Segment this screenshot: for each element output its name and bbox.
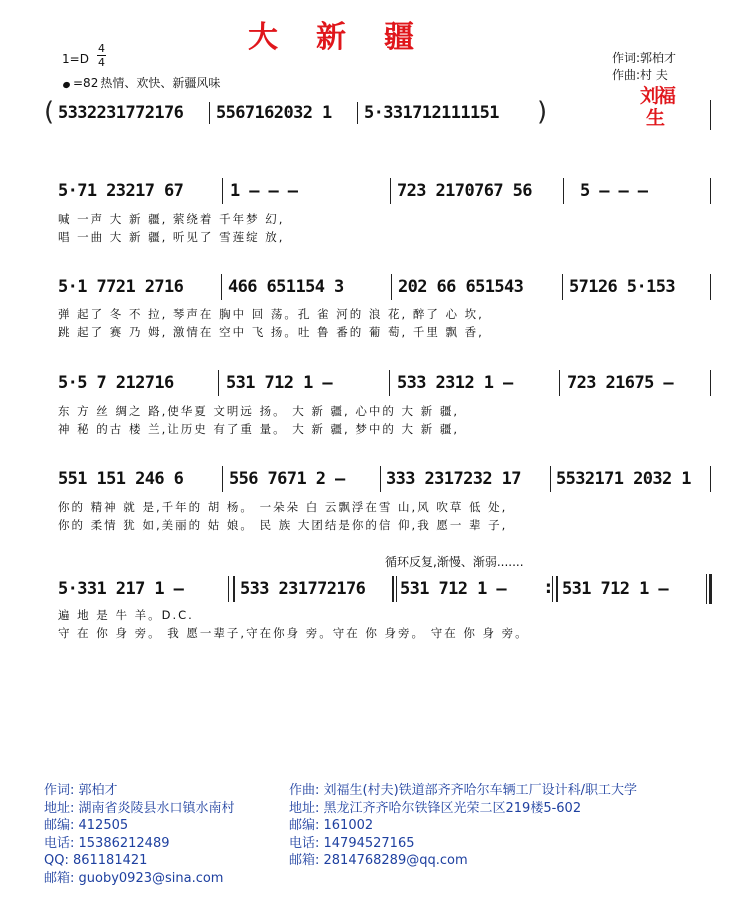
line2-measure-2: 466 651154 3 [228, 277, 344, 297]
barline [380, 466, 381, 492]
line1-measure-1: 5·71 23217 67 [58, 181, 184, 201]
repeat-open-bracket: ( [44, 97, 55, 127]
performance-direction: 循环反复,渐慢、渐弱....... [385, 555, 524, 569]
barline [562, 274, 563, 300]
repeat-barline [233, 576, 235, 602]
lyricist-email: 邮箱: guoby0923@sina.com [44, 870, 224, 886]
barline [222, 178, 223, 204]
footer-composer-info [289, 782, 637, 870]
barline [218, 370, 219, 396]
composer-address: 地址: 黑龙江齐齐哈尔铁锋区光荣二区219楼5-602 [289, 800, 582, 816]
line5-measure-4: 531 712 1 – [562, 579, 668, 599]
line3-measure-2: 531 712 1 – [226, 373, 332, 393]
barline [563, 178, 564, 204]
time-signature [97, 42, 106, 69]
barline [391, 274, 392, 300]
line3-measure-1: 5·5 7 212716 [58, 373, 174, 393]
composer-seal-logo [638, 82, 688, 128]
composer-phone: 电话: 14794527165 [289, 835, 415, 851]
repeat-close-bracket: ) [537, 97, 548, 127]
line2-measure-3: 202 66 651543 [398, 277, 524, 297]
line5-measure-3: 531 712 1 – [400, 579, 506, 599]
barline [389, 370, 390, 396]
line2-lyrics-verse2: 跳 起了 赛 乃 姆, 激情在 空中 飞 扬。吐 鲁 番的 葡 萄, 千里 飘 香, [58, 325, 484, 339]
line5-measure-1: 5·331 217 1 – [58, 579, 184, 599]
line5-lyrics-verse2: 守 在 你 身 旁。 我 愿一辈子,守在你身 旁。守在 你 身旁。 守在 你 身 旁。 [58, 626, 529, 640]
line2-measure-1: 5·1 7721 2716 [58, 277, 184, 297]
intro-measure-2: 5567162032 1 [216, 103, 332, 123]
barline [559, 370, 560, 396]
tempo-value: =82 [73, 76, 99, 90]
song-title: 大新疆 [248, 20, 452, 55]
seal-icon [638, 82, 688, 128]
barline [710, 466, 711, 492]
double-barline [392, 576, 394, 602]
composer-credit: 作曲:村 夫 [612, 68, 668, 82]
mood-text: 热情、欢快、新疆风味 [100, 76, 221, 90]
tempo-marking [63, 74, 220, 91]
time-signature-top: 4 [98, 42, 105, 55]
barline [550, 466, 551, 492]
repeat-sign: : [545, 578, 552, 598]
line4-measure-3: 333 2317232 17 [386, 469, 521, 489]
barline [710, 370, 711, 396]
repeat-barline [556, 576, 558, 602]
line4-measure-4: 5532171 2032 1 [556, 469, 691, 489]
barline [221, 274, 222, 300]
line1-lyrics-verse2: 唱 一曲 大 新 疆, 听见了 雪莲绽 放, [58, 230, 285, 244]
line4-measure-2: 556 7671 2 – [229, 469, 345, 489]
line3-lyrics-verse2: 神 秘 的古 楼 兰,让历史 有了重 量。 大 新 疆, 梦中的 大 新 疆, [58, 422, 459, 436]
intro-measure-1: 5332231772176 [58, 103, 184, 123]
composer-postcode: 邮编: 161002 [289, 818, 374, 833]
lyricist-address: 地址: 湖南省炎陵县水口镇水南村 [44, 800, 235, 816]
barline [228, 576, 229, 602]
barline [710, 100, 711, 130]
line1-lyrics-verse1: 喊 一声 大 新 疆, 萦绕着 千年梦 幻, [58, 212, 285, 226]
barline [390, 178, 391, 204]
lyricist-phone: 电话: 15386212489 [44, 835, 170, 851]
line3-lyrics-verse1: 东 方 丝 绸之 路,使华夏 文明远 扬。 大 新 疆, 心中的 大 新 疆, [58, 404, 459, 418]
line5-lyrics-verse1: 遍 地 是 牛 羊。D.C. [58, 608, 194, 622]
final-barline-thin [706, 574, 707, 604]
intro-measure-3: 5·331712111151 [364, 103, 499, 123]
credits [612, 50, 676, 84]
lyricist-postcode: 邮编: 412505 [44, 818, 129, 833]
final-barline-thick [709, 574, 712, 604]
svg-text:生: 生 [646, 107, 664, 128]
barline [552, 576, 553, 602]
quarter-note-icon [62, 81, 71, 89]
svg-text:刘福: 刘福 [640, 85, 675, 107]
barline [209, 102, 210, 124]
line5-measure-2: 533 231772176 [240, 579, 366, 599]
line4-measure-1: 551 151 246 6 [58, 469, 184, 489]
composer-email: 邮箱: 2814768289@qq.com [289, 853, 468, 868]
lyricist-credit: 作词:郭柏才 [612, 51, 677, 65]
line3-measure-3: 533 2312 1 – [397, 373, 513, 393]
key-signature: 1=D [62, 52, 89, 66]
time-signature-bottom: 4 [98, 56, 105, 69]
barline [396, 576, 397, 602]
lyricist-qq: QQ: 861181421 [44, 853, 148, 868]
line1-measure-3: 723 2170767 56 [397, 181, 532, 201]
line2-lyrics-verse1: 弹 起了 冬 不 拉, 琴声在 胸中 回 荡。孔 雀 河的 浪 花, 醉了 心 坎, [58, 307, 484, 321]
line4-lyrics-verse2: 你的 柔情 犹 如,美丽的 姑 娘。 民 族 大团结是你的信 仰,我 愿一 辈 子, [58, 518, 508, 532]
line1-measure-4: 5 – – – [580, 181, 648, 201]
line1-measure-2: 1 – – – [230, 181, 298, 201]
composer-name: 作曲: 刘福生(村夫)铁道部齐齐哈尔车辆工厂设计科/职工大学 [289, 783, 638, 798]
line3-measure-4: 723 21675 – [567, 373, 673, 393]
line4-lyrics-verse1: 你的 精神 就 是,千年的 胡 杨。 一朵朵 白 云飘浮在雪 山,风 吹草 低 处, [58, 500, 508, 514]
footer-lyricist-info [44, 782, 235, 887]
line2-measure-4: 57126 5·153 [569, 277, 675, 297]
barline [710, 178, 711, 204]
barline [222, 466, 223, 492]
barline [357, 102, 358, 124]
barline [710, 274, 711, 300]
lyricist-name: 作词: 郭柏才 [44, 783, 118, 798]
